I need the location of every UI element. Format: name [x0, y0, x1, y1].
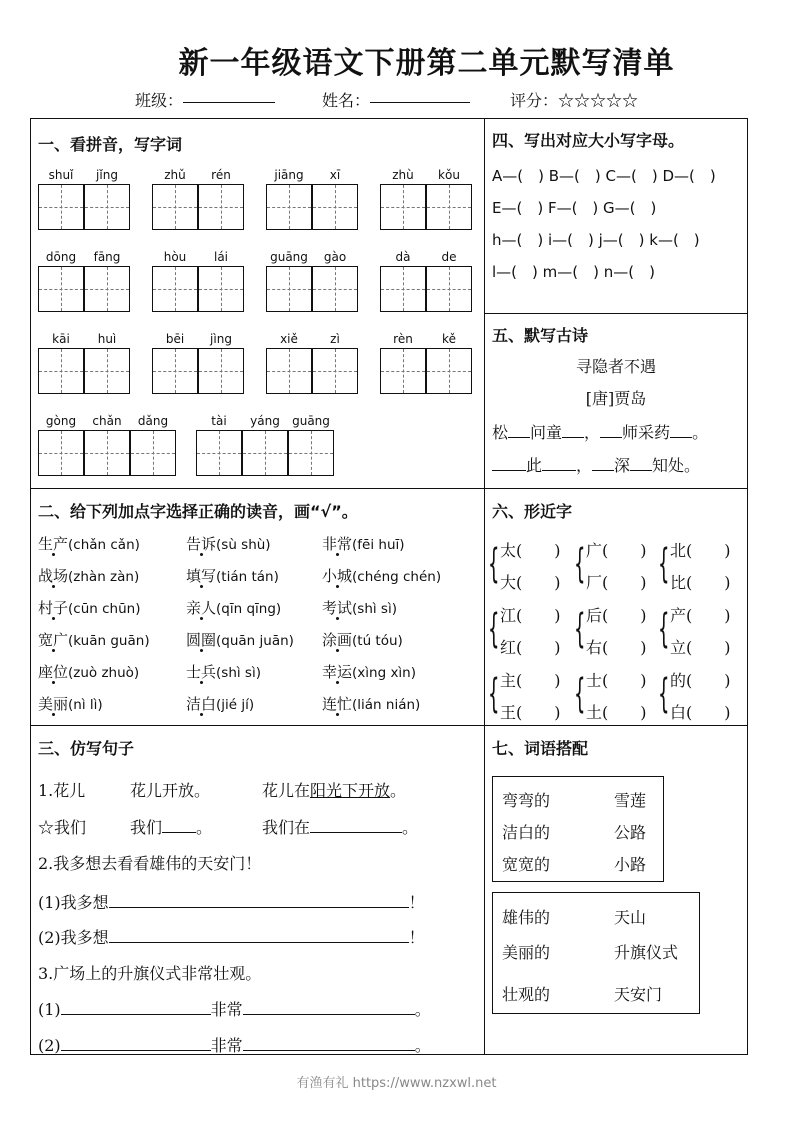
pinyin-label: guāng: [270, 250, 308, 264]
word: 村子: [38, 599, 69, 617]
pinyin-label: bēi: [165, 332, 185, 346]
pinyin-options: (kuān guān): [68, 633, 150, 649]
match-left-word[interactable]: 弯弯的: [502, 791, 551, 810]
pinyin-label: dǎng: [137, 414, 169, 428]
sentence-1c: 花儿在阳光下开放。: [262, 781, 407, 800]
writing-cell[interactable]: [242, 430, 288, 476]
word: 涂画: [322, 631, 353, 649]
similar-char-item[interactable]: 大( ): [500, 573, 561, 592]
word: 座位: [38, 663, 69, 681]
name-field[interactable]: 姓名：: [322, 88, 370, 111]
section-title-matching: 七、词语搭配: [492, 739, 589, 758]
brace-symbol: {: [574, 606, 586, 652]
match-left-word[interactable]: 宽宽的: [502, 855, 551, 874]
pinyin-options: (tián tán): [216, 569, 279, 585]
pronunciation-item[interactable]: [186, 661, 261, 682]
writing-cell[interactable]: [312, 348, 358, 394]
answer-line-2[interactable]: (2)我多想 ！: [38, 928, 425, 947]
similar-char-item[interactable]: 右( ): [586, 638, 647, 657]
match-left-word[interactable]: 洁白的: [502, 823, 551, 842]
pinyin-label: jiāng: [274, 168, 304, 182]
match-left-word[interactable]: 美丽的: [502, 943, 551, 962]
letter-line: l—( ) m—( ) n—( ): [492, 263, 655, 281]
sentence-4: 3.广场上的升旗仪式非常壮观。: [38, 964, 262, 983]
writing-cell[interactable]: [38, 266, 84, 312]
word: 告诉: [186, 535, 217, 553]
pinyin-label: xiě: [280, 332, 298, 346]
pinyin-options: (xìng xìn): [352, 665, 417, 681]
similar-char-item[interactable]: 产( ): [670, 606, 731, 625]
writing-cell[interactable]: [198, 184, 244, 230]
brace-symbol: {: [658, 541, 670, 587]
brace-symbol: {: [488, 606, 500, 652]
pronunciation-item[interactable]: [38, 693, 103, 714]
match-right-word[interactable]: 公路: [614, 823, 647, 842]
word: 亲人: [186, 599, 217, 617]
pinyin-label: de: [441, 250, 457, 264]
pronunciation-item[interactable]: [322, 533, 405, 554]
word: 美丽: [38, 695, 69, 713]
match-left-word[interactable]: 雄伟的: [502, 908, 551, 927]
pronunciation-item[interactable]: [186, 597, 281, 618]
pronunciation-item[interactable]: [322, 693, 420, 714]
word: 圆圈: [186, 631, 217, 649]
word: 士兵: [186, 663, 217, 681]
writing-cell[interactable]: [38, 430, 84, 476]
pinyin-label: fāng: [93, 250, 121, 264]
letter-line: A—( ) B—( ) C—( ) D—( ): [492, 167, 716, 185]
pronunciation-item[interactable]: [322, 597, 397, 618]
brace-symbol: {: [658, 606, 670, 652]
pronunciation-item[interactable]: [186, 533, 271, 554]
sentence-2c: 我们在 。: [262, 818, 419, 837]
divider: [484, 488, 748, 489]
pronunciation-item[interactable]: [38, 629, 150, 650]
writing-cell[interactable]: [152, 184, 198, 230]
brace-symbol: {: [658, 671, 670, 717]
poem-author: [唐]贾岛: [585, 389, 647, 408]
word: 战场: [38, 567, 69, 585]
class-field[interactable]: 班级：: [135, 88, 183, 111]
pinyin-label: shuǐ: [48, 168, 74, 182]
similar-char-item[interactable]: 广( ): [586, 541, 647, 560]
poem-title: 寻隐者不遇: [575, 357, 656, 376]
pinyin-options: (lián nián): [352, 697, 421, 713]
pinyin-label: chǎn: [92, 414, 122, 428]
pinyin-label: yáng: [250, 414, 280, 428]
writing-cell[interactable]: [380, 348, 426, 394]
writing-cell[interactable]: [426, 266, 472, 312]
poem-line-2: 此 ， 深 知处。: [492, 453, 700, 476]
pronunciation-item[interactable]: [322, 661, 416, 682]
writing-cell[interactable]: [130, 430, 176, 476]
divider: [484, 313, 748, 314]
similar-char-item[interactable]: 立( ): [670, 638, 731, 657]
writing-cell[interactable]: [196, 430, 242, 476]
footer-watermark: 有渔有礼 https://www.nzxwl.net: [296, 1076, 497, 1091]
writing-cell[interactable]: [198, 348, 244, 394]
section-title-pronunciation: 二、给下列加点字选择正确的读音，画“√”。: [38, 502, 358, 521]
letter-line: E—( ) F—( ) G—( ): [492, 199, 657, 217]
similar-char-item[interactable]: 主( ): [500, 671, 561, 690]
pinyin-options: (chéng chén): [352, 569, 442, 585]
word: 生产: [38, 535, 69, 553]
pinyin-options: (cūn chūn): [68, 601, 141, 617]
answer-line-3[interactable]: (1) 非常 。: [38, 1000, 431, 1019]
brace-symbol: {: [574, 541, 586, 587]
pinyin-options: (fēi huī): [352, 537, 405, 553]
pinyin-label: huì: [97, 332, 117, 346]
pinyin-options: (tú tóu): [352, 633, 403, 649]
similar-char-item[interactable]: 北( ): [670, 541, 731, 560]
pinyin-options: (sù shù): [216, 537, 271, 553]
similar-char-item[interactable]: 土( ): [586, 703, 647, 722]
sentence-2a: ☆我们: [38, 818, 87, 837]
pronunciation-item[interactable]: [38, 661, 139, 682]
writing-cell[interactable]: [426, 348, 472, 394]
pinyin-options: (chǎn cǎn): [68, 537, 140, 553]
word: 幸运: [322, 663, 353, 681]
pinyin-label: xī: [329, 168, 341, 182]
pronunciation-item[interactable]: [38, 565, 139, 586]
pinyin-label: dà: [395, 250, 411, 264]
similar-char-item[interactable]: 的( ): [670, 671, 731, 690]
similar-char-item[interactable]: 白( ): [670, 703, 731, 722]
writing-cell[interactable]: [426, 184, 472, 230]
similar-char-item[interactable]: 红( ): [500, 638, 561, 657]
match-right-word[interactable]: 天安门: [614, 985, 663, 1004]
poem-line-1: 松 问童 ， 师采药 。: [492, 423, 709, 442]
pinyin-label: gòng: [45, 414, 77, 428]
writing-cell[interactable]: [84, 348, 130, 394]
pinyin-label: rèn: [393, 332, 413, 346]
pinyin-options: (zuò zhuò): [68, 665, 140, 681]
page-title: 新一年级语文下册第二单元默写清单: [178, 46, 675, 81]
brace-symbol: {: [488, 671, 500, 717]
writing-cell[interactable]: [198, 266, 244, 312]
writing-cell[interactable]: [380, 184, 426, 230]
divider: [30, 488, 484, 489]
section-title-pinyin: 一、看拼音，写字词: [38, 135, 183, 154]
brace-symbol: {: [488, 541, 500, 587]
pinyin-label: tài: [211, 414, 227, 428]
column-divider: [484, 118, 485, 1055]
pronunciation-item[interactable]: [38, 533, 140, 554]
section-title-poem: 五、默写古诗: [492, 326, 589, 345]
pronunciation-item[interactable]: [186, 565, 279, 586]
sentence-3: 2.我多想去看看雄伟的天安门！: [38, 854, 262, 873]
pinyin-options: (nì lì): [68, 697, 103, 713]
word: 宽广: [38, 631, 69, 649]
word: 小城: [322, 567, 353, 585]
match-right-word[interactable]: 小路: [614, 855, 647, 874]
pinyin-options: (shì sì): [352, 601, 397, 617]
word: 连忙: [322, 695, 353, 713]
match-right-word[interactable]: 雪莲: [614, 791, 647, 810]
pronunciation-item[interactable]: [322, 565, 441, 586]
pinyin-options: (qīn qīng): [216, 601, 282, 617]
writing-cell[interactable]: [84, 430, 130, 476]
writing-cell[interactable]: [380, 266, 426, 312]
divider: [484, 725, 748, 726]
similar-char-item[interactable]: 比( ): [670, 573, 731, 592]
match-right-word[interactable]: 升旗仪式: [614, 943, 679, 962]
pinyin-options: (shì sì): [216, 665, 261, 681]
sentence-1b: 花儿开放。: [130, 781, 211, 800]
writing-cell[interactable]: [152, 266, 198, 312]
writing-cell[interactable]: [312, 184, 358, 230]
pronunciation-item[interactable]: [186, 629, 294, 650]
similar-char-item[interactable]: 士( ): [586, 671, 647, 690]
section-title-imitate: 三、仿写句子: [38, 739, 135, 758]
writing-cell[interactable]: [84, 184, 130, 230]
writing-cell[interactable]: [38, 348, 84, 394]
similar-char-item[interactable]: 江( ): [500, 606, 561, 625]
brace-symbol: {: [574, 671, 586, 717]
writing-cell[interactable]: [38, 184, 84, 230]
pinyin-options: (quān juān): [216, 633, 294, 649]
word: 考试: [322, 599, 353, 617]
similar-char-item[interactable]: 太( ): [500, 541, 561, 560]
pronunciation-item[interactable]: [38, 597, 140, 618]
pinyin-label: zì: [330, 332, 340, 346]
word: 非常: [322, 535, 353, 553]
pinyin-label: zhǔ: [164, 168, 186, 182]
pinyin-label: rén: [211, 168, 231, 182]
pinyin-label: hòu: [163, 250, 187, 264]
section-title-letters: 四、写出对应大小写字母。: [492, 131, 685, 150]
sentence-2b: 我们 。: [130, 818, 213, 837]
similar-char-item[interactable]: 后( ): [586, 606, 647, 625]
score-label: 评分：☆☆☆☆☆: [510, 91, 639, 110]
pinyin-label: gào: [323, 250, 347, 264]
pronunciation-item[interactable]: [186, 693, 254, 714]
writing-cell[interactable]: [84, 266, 130, 312]
pinyin-label: jǐng: [96, 168, 118, 182]
pinyin-label: guāng: [292, 414, 330, 428]
pinyin-options: (jié jí): [216, 697, 255, 713]
pinyin-label: lái: [213, 250, 229, 264]
section-title-similar-chars: 六、形近字: [492, 502, 573, 521]
letter-line: h—( ) i—( ) j—( ) k—( ): [492, 231, 700, 249]
writing-cell[interactable]: [266, 348, 312, 394]
similar-char-item[interactable]: 王( ): [500, 703, 561, 722]
writing-cell[interactable]: [312, 266, 358, 312]
pronunciation-item[interactable]: [322, 629, 403, 650]
similar-char-item[interactable]: 厂( ): [586, 573, 647, 592]
match-left-word[interactable]: 壮观的: [502, 985, 551, 1004]
writing-cell[interactable]: [152, 348, 198, 394]
pinyin-label: kǒu: [438, 168, 460, 182]
divider: [30, 725, 484, 726]
answer-line-1[interactable]: (1)我多想 ！: [38, 893, 425, 912]
pinyin-label: jìng: [210, 332, 232, 346]
word: 洁白: [186, 695, 217, 713]
pinyin-label: kāi: [52, 332, 70, 346]
sentence-1a: 1.花儿: [38, 781, 86, 800]
word: 填写: [186, 567, 217, 585]
pinyin-label: dōng: [45, 250, 77, 264]
pinyin-label: kě: [442, 332, 456, 346]
pinyin-options: (zhàn zàn): [68, 569, 140, 585]
writing-cell[interactable]: [266, 184, 312, 230]
answer-line-4[interactable]: (2) 非常 。: [38, 1036, 431, 1055]
match-right-word[interactable]: 天山: [614, 908, 647, 927]
writing-cell[interactable]: [288, 430, 334, 476]
writing-cell[interactable]: [266, 266, 312, 312]
pinyin-label: zhù: [392, 168, 414, 182]
